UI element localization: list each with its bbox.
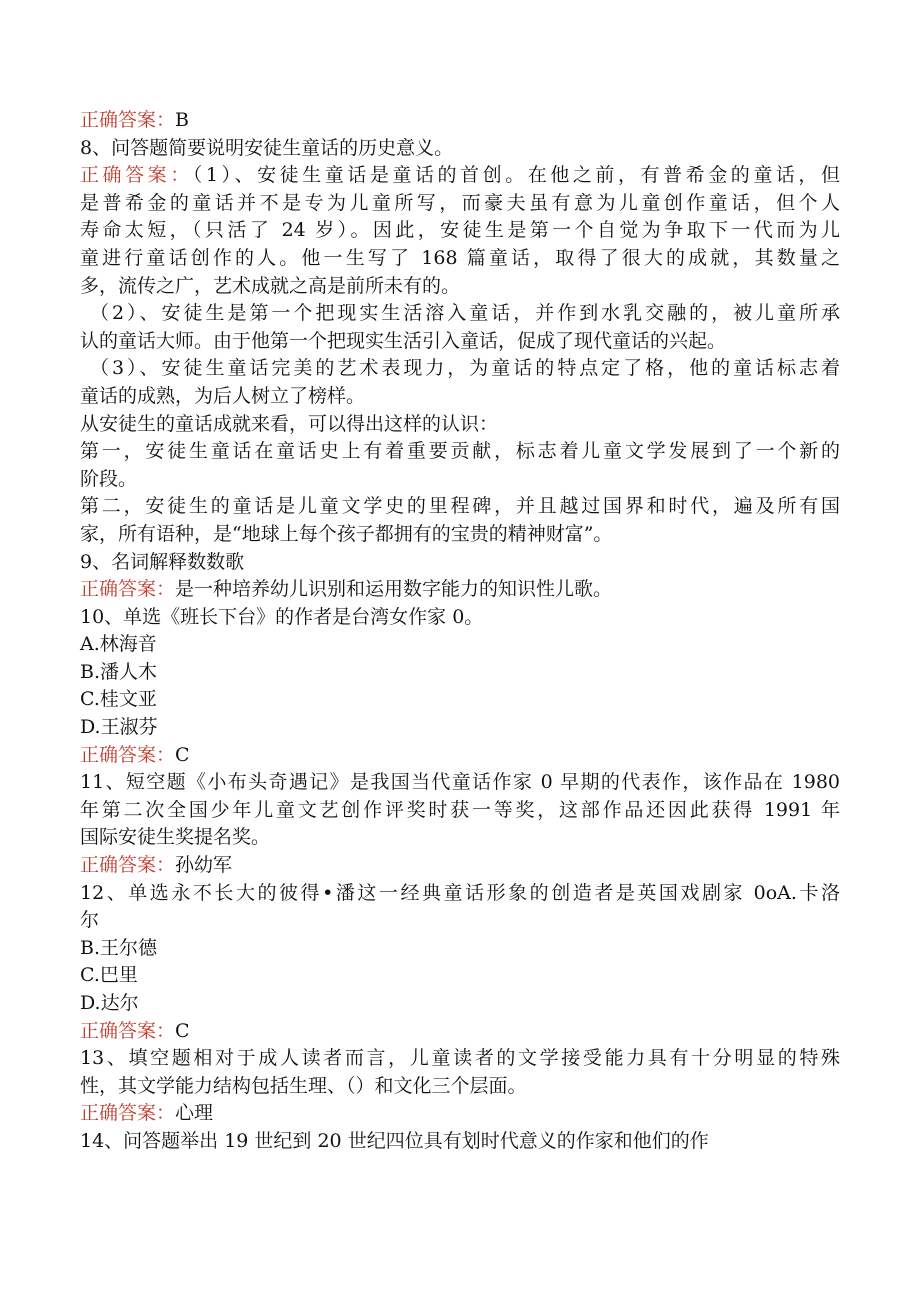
question-q11: 11、短空题《小布头奇遇记》是我国当代童话作家 0 早期的代表作，该作品在 1980 — [80, 771, 840, 794]
answer-label: 正确答案： — [80, 109, 176, 131]
answer-line-q7 — [80, 107, 840, 135]
answer-text: B — [175, 109, 189, 131]
answer-text: 孙幼军 — [175, 854, 233, 877]
question-q14: 14、问答题举出 19 世纪到 20 世纪四位具有划时代意义的作家和他们的作 — [80, 1129, 709, 1152]
question-q12: 12、单选永不长大的彼得•潘这一经典童话形象的创造者是英国戏剧家 0oA.卡洛 — [80, 881, 840, 904]
answer-line: 多，流传之广，艺术成就之高是前所未有的。 — [80, 274, 461, 297]
answer-label: 正确答案： — [80, 164, 193, 187]
option-d: D.王淑芬 — [80, 716, 158, 739]
question-q10: 10、单选《班长下台》的作者是台湾女作家 0。 — [80, 605, 484, 628]
option-d: D.达尔 — [80, 992, 139, 1014]
answer-label: 正确答案： — [80, 743, 176, 766]
question-line: 性，其文学能力结构包括生理、（）和文化三个层面。 — [80, 1074, 527, 1097]
option-c: C.巴里 — [80, 964, 138, 987]
option-b: B.王尔德 — [80, 936, 158, 959]
option-a: A.林海音 — [80, 633, 157, 656]
question-line: 尔 — [80, 909, 100, 932]
answer-line: 童进行童话创作的人。他一生写了 168 篇童话，取得了很大的成就，其数量之 — [80, 246, 840, 269]
answer-line-q12 — [80, 1018, 840, 1046]
answer-line: 阶段。 — [80, 467, 138, 490]
answer-line-q10 — [80, 742, 840, 770]
option-c: C.桂文亚 — [80, 688, 157, 711]
answer-line-q9 — [80, 576, 840, 604]
question-q9: 9、名词解释数数歌 — [80, 550, 245, 573]
answer-line: 寿命太短，（只活了 24 岁）。因此，安徒生是第一个自觉为争取下一代而为儿 — [80, 219, 840, 242]
answer-text: C — [175, 1019, 190, 1042]
answer-line: 从安徒生的童话成就来看，可以得出这样的认识： — [80, 412, 499, 435]
question-line: 国际安徒生奖提名奖。 — [80, 826, 271, 849]
answer-line-q11 — [80, 852, 840, 880]
answer-line: （2）、安徒生是第一个把现实生活溶入童话，并作到水乳交融的，被儿童所承 — [90, 302, 840, 325]
answer-label: 正确答案： — [80, 1102, 176, 1125]
question-q8: 8、问答题简要说明安徒生童话的历史意义。 — [80, 136, 454, 159]
answer-text: C — [175, 743, 190, 766]
question-line: 年第二次全国少年儿童文艺创作评奖时获一等奖，这部作品还因此获得 1991 年 — [80, 798, 840, 821]
answer-text: 是一种培养幼儿识别和运用数字能力的知识性儿歌。 — [175, 578, 613, 601]
answer-line: 家，所有语种，是“地球上每个孩子都拥有的宝贵的精神财富”。 — [80, 522, 613, 545]
answer-text: 心理 — [175, 1102, 214, 1125]
answer-line: 认的童话大师。由于他第一个把现实生活引入童话，促成了现代童话的兴起。 — [80, 329, 727, 352]
answer-line: 第二，安徒生的童话是儿童文学史的里程碑，并且越过国界和时代，遍及所有国 — [80, 495, 840, 518]
answer-line: （3）、安徒生童话完美的艺术表现力，为童话的特点定了格，他的童话标志着 — [90, 357, 840, 380]
option-b: B.潘人木 — [80, 660, 158, 683]
answer-label: 正确答案： — [80, 854, 176, 877]
answer-line: 第一，安徒生童话在童话史上有着重要贡献，标志着儿童文学发展到了一个新的 — [80, 440, 840, 463]
answer-label: 正确答案： — [80, 578, 176, 601]
answer-text: （1）、安徒生童话是童话的首创。在他之前，有普希金的童话，但 — [192, 164, 840, 187]
question-q13: 13、填空题相对于成人读者而言，儿童读者的文学接受能力具有十分明显的特殊 — [80, 1047, 840, 1070]
document-page — [80, 107, 840, 1156]
answer-line: 是普希金的童话并不是专为儿童所写，而豪夫虽有意为儿童创作童话，但个人 — [80, 191, 840, 214]
answer-label: 正确答案： — [80, 1019, 176, 1042]
answer-line: 童话的成熟，为后人树立了榜样。 — [80, 384, 366, 407]
answer-line-q13 — [80, 1100, 840, 1128]
answer-line-q8 — [80, 162, 840, 190]
